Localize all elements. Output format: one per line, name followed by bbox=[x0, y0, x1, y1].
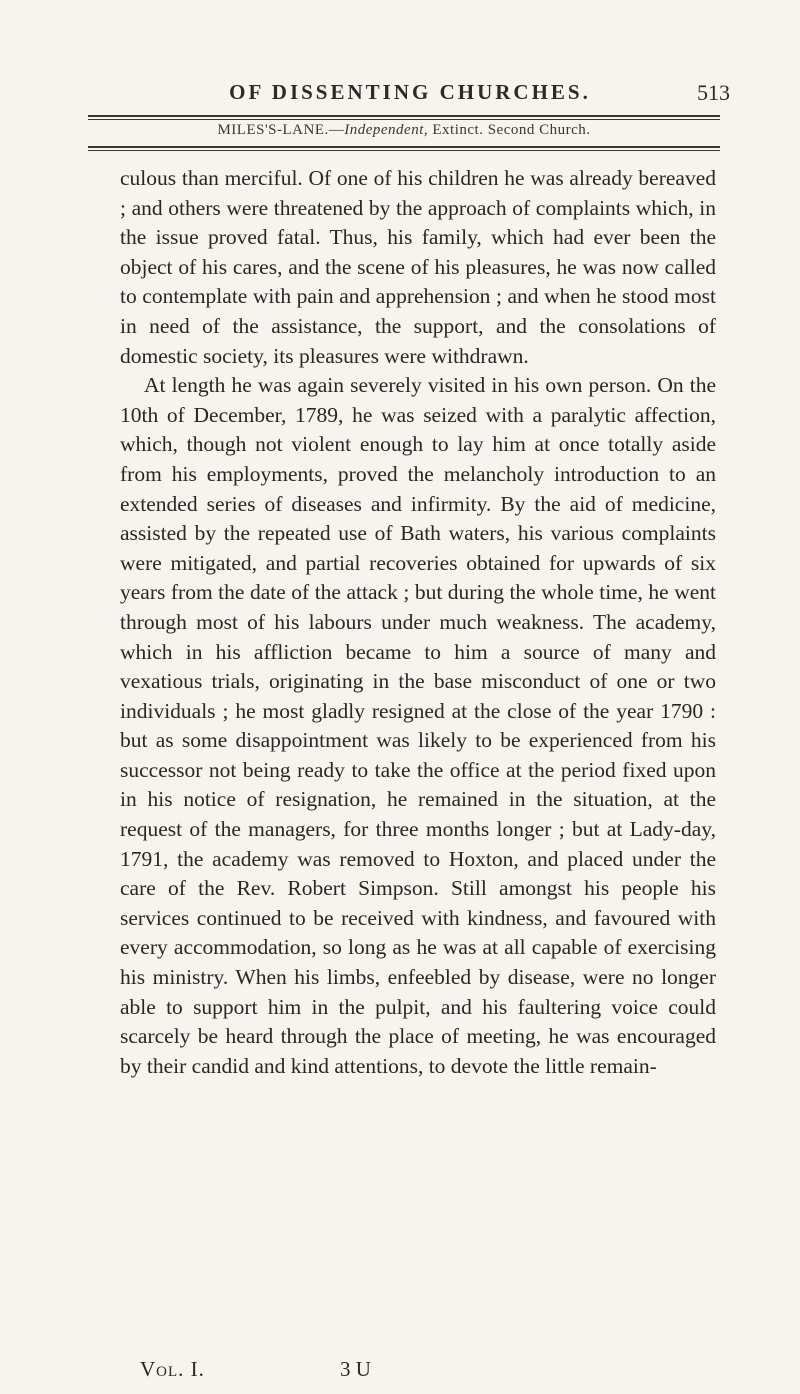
subheader-place: MILES'S-LANE. bbox=[217, 122, 329, 138]
running-head bbox=[130, 80, 730, 112]
subheader-church: Second Church. bbox=[487, 122, 591, 138]
subheader-denomination: Independent, bbox=[344, 122, 429, 138]
subheader-dash: — bbox=[328, 122, 345, 138]
paragraph-continuation: culous than merciful. Of one of his children he was already bereaved ; and others were threatened by the approach of complaints which, in the issue proved fatal. Thus, his family, which had ever been the object of his cares, and the scene of his pleasures, he was now called to contemplate with pain and apprehension ; and when he stood most in need of the assistance, the support, and the consolations of domestic society, its pleasures were withdrawn. bbox=[120, 166, 716, 368]
top-rule-thin bbox=[88, 119, 720, 120]
bottom-rule-thin bbox=[88, 150, 720, 151]
body-text bbox=[120, 164, 716, 1081]
subheader-status: Extinct. bbox=[432, 122, 484, 138]
top-rule bbox=[88, 115, 720, 117]
paragraph: At length he was again severely visited in his own person. On the 10th of December, 1789, he was seized with a paralytic affection, which, though not violent enough to lay him at once totally aside from his employments, proved the melancholy introduction to an extended series of diseases and infirmity. By the aid of medicine, assisted by the repeated use of Bath waters, his various complaints were mitigated, and partial recoveries obtained for upwards of six years from the date of the attack ; but during the whole time, he went through most of his labours under much weakness. The academy, which in his affliction became to him a source of many and vexatious trials, originating in the base misconduct of one or two individuals ; he most gladly resigned at the close of the year 1790 : but as some disappointment was likely to be experienced from his successor not being ready to take the office at the period fixed upon in his notice of resignation, he remained in the situation, at the request of the managers, for three months longer ; but at Lady-day, 1791, the academy was removed to Hoxton, and placed under the care of the Rev. Robert Simpson. Still amongst his people his services continued to be received with kindness, and favoured with every accommodation, so long as he was at all capable of exercising his ministry. When his limbs, enfeebled by disease, were no longer able to support him in the pulpit, and his faultering voice could scarcely be heard through the place of meeting, he was encouraged by their candid and kind attentions, to devote the little remain- bbox=[120, 373, 716, 1078]
page-footer bbox=[140, 1357, 700, 1387]
volume-mark: Vol. I. bbox=[140, 1357, 205, 1381]
running-title: OF DISSENTING CHURCHES. bbox=[229, 80, 591, 104]
signature-mark: 3 U bbox=[340, 1357, 371, 1381]
page-number: 513 bbox=[697, 80, 730, 105]
section-subheader bbox=[88, 122, 720, 139]
bottom-rule bbox=[88, 146, 720, 148]
